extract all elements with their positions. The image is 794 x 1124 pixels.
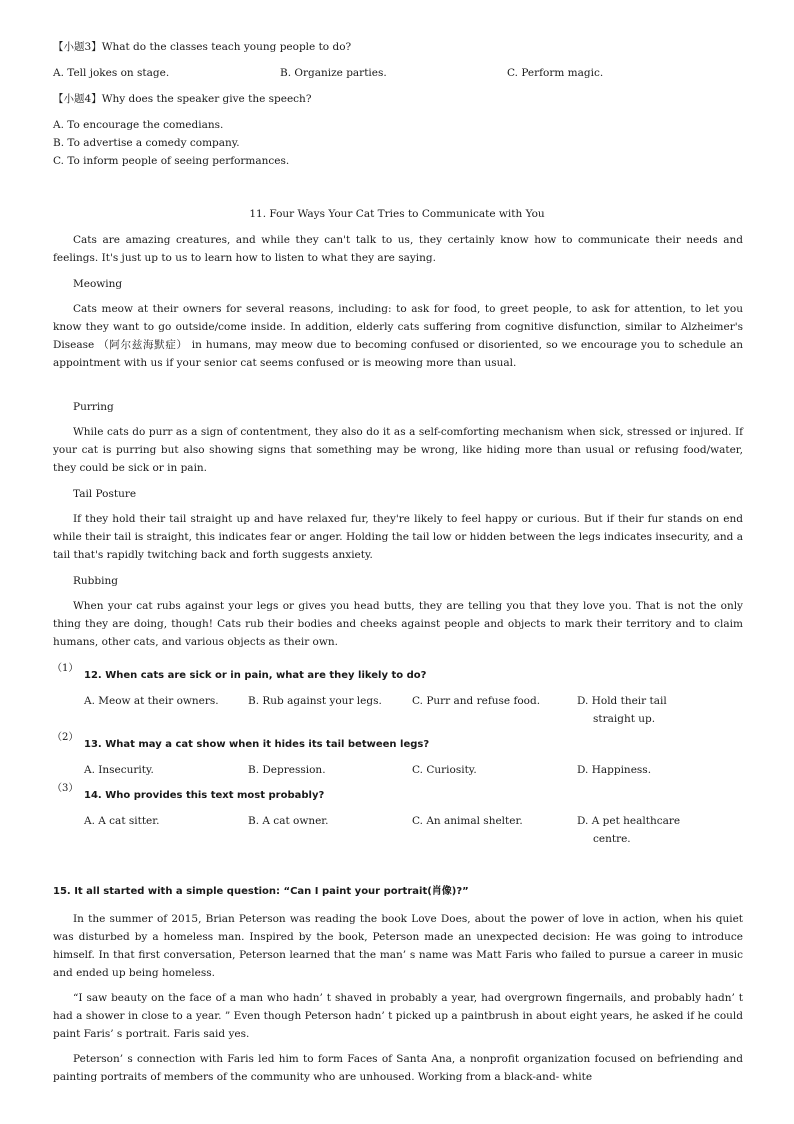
section-heading-purring: Purring	[73, 401, 114, 413]
section-heading-rubbing: Rubbing	[73, 575, 118, 587]
question-3	[53, 38, 351, 56]
option-c: C. To inform people of seeing performances.	[53, 155, 290, 167]
question-paren: （3）	[52, 783, 79, 794]
question-text: What do the classes teach young people to do?	[101, 41, 352, 53]
passage-number: 11.	[249, 208, 267, 220]
option-a: A. Tell jokes on stage.	[53, 67, 170, 79]
option-d	[577, 812, 727, 848]
section-text-rubbing: When your cat rubs against your legs or gives you head butts, they are telling you that they love you. That is not the only thing they are doing, though! Cats rub their bodies and cheeks against people and objects to mark their territory and to claim humans, other cats, and various objects as their own.	[53, 600, 743, 648]
paragraph: “I saw beauty on the face of a man who hadn’ t shaved in probably a year, had overgrown fingernails, and probably hadn’ t had a shower in close to a year. ” Even though Peterson hadn’ t picked up a paintbrush in about eight years, he asked if he could paint Faris’ s portrait. Faris said yes.	[53, 992, 743, 1040]
option-a: A. A cat sitter.	[84, 815, 160, 827]
section-text-purring: While cats do purr as a sign of contentment, they also do it as a self-comforting mechanism when sick, stressed or injured. If your cat is purring but also showing signs that something may be wrong, like hiding more than usual or refusing food/water, they could be sick or in pain.	[53, 426, 743, 474]
option-c: C. An animal shelter.	[412, 815, 523, 827]
question-14: 14. Who provides this text most probably?	[84, 790, 325, 801]
section-heading-tail: Tail Posture	[73, 488, 137, 500]
question-4	[53, 90, 311, 108]
option-a: A. To encourage the comedians.	[53, 119, 224, 131]
question-12: 12. When cats are sick or in pain, what are they likely to do?	[84, 670, 427, 681]
section-text-tail: If they hold their tail straight up and have relaxed fur, they're likely to feel happy or curious. But if their fur stands on end while their tail is straight, this indicates fear or anger. Holding the tail low or hidden between the legs indicates insecurity, and a tail that's rapidly twitching back and forth suggests anxiety.	[53, 513, 743, 561]
option-d-line: straight up.	[593, 713, 656, 725]
option-a: A. Meow at their owners.	[84, 695, 219, 707]
option-c: C. Curiosity.	[412, 764, 477, 776]
option-d-line: D. A pet healthcare	[577, 815, 681, 827]
option-d	[577, 692, 727, 728]
passage-title-text: Four Ways Your Cat Tries to Communicate with You	[269, 208, 545, 220]
option-b: B. Organize parties.	[280, 67, 387, 79]
option-b: B. To advertise a comedy company.	[53, 137, 240, 149]
question-paren: （2）	[52, 732, 79, 743]
option-b: B. Depression.	[248, 764, 326, 776]
option-c: C. Purr and refuse food.	[412, 695, 541, 707]
passage-15-title: 15. It all started with a simple question: “Can I paint your portrait(肖像)?”	[53, 886, 469, 897]
option-b: B. A cat owner.	[248, 815, 329, 827]
question-label: 【小题4】	[53, 93, 102, 105]
paragraph: Peterson’ s connection with Faris led him to form Faces of Santa Ana, a nonprofit organization focused on befriending and painting portraits of members of the community who are unhoused. Working from a black-and- white	[53, 1053, 743, 1083]
question-13: 13. What may a cat show when it hides its tail between legs?	[84, 739, 430, 750]
section-text-meowing: Cats meow at their owners for several reasons, including: to ask for food, to greet people, to ask for attention, to let you know they want to go outside/come inside. In addition, elderly cats suffering from cognitive disfunction, similar to Alzheimer's Disease （阿尔兹海默症） in humans, may meow due to becoming confused or disoriented, so we encourage you to schedule an appointment with us if your senior cat seems confused or is meowing more than usual.	[53, 303, 743, 369]
option-b: B. Rub against your legs.	[248, 695, 382, 707]
section-heading-meowing: Meowing	[73, 278, 123, 290]
passage-title	[0, 205, 794, 223]
question-text: Why does the speaker give the speech?	[101, 93, 312, 105]
option-c: C. Perform magic.	[507, 67, 604, 79]
paragraph: In the summer of 2015, Brian Peterson was reading the book Love Does, about the power of love in action, when his quiet was disturbed by a homeless man. Inspired by the book, Peterson made an unexpected decision: He was going to introduce himself. In that first conversation, Peterson learned that the man’ s name was Matt Faris who failed to pursue a career in music and ended up being homeless.	[53, 913, 743, 979]
question-label: 【小题3】	[53, 41, 102, 53]
option-d-line: centre.	[593, 833, 631, 845]
option-d-line: D. Hold their tail	[577, 695, 667, 707]
intro-paragraph: Cats are amazing creatures, and while they can't talk to us, they certainly know how to communicate their needs and feelings. It's just up to us to learn how to listen to what they are saying.	[53, 234, 743, 264]
question-paren: （1）	[52, 663, 79, 674]
option-a: A. Insecurity.	[84, 764, 154, 776]
option-d: D. Happiness.	[577, 764, 652, 776]
